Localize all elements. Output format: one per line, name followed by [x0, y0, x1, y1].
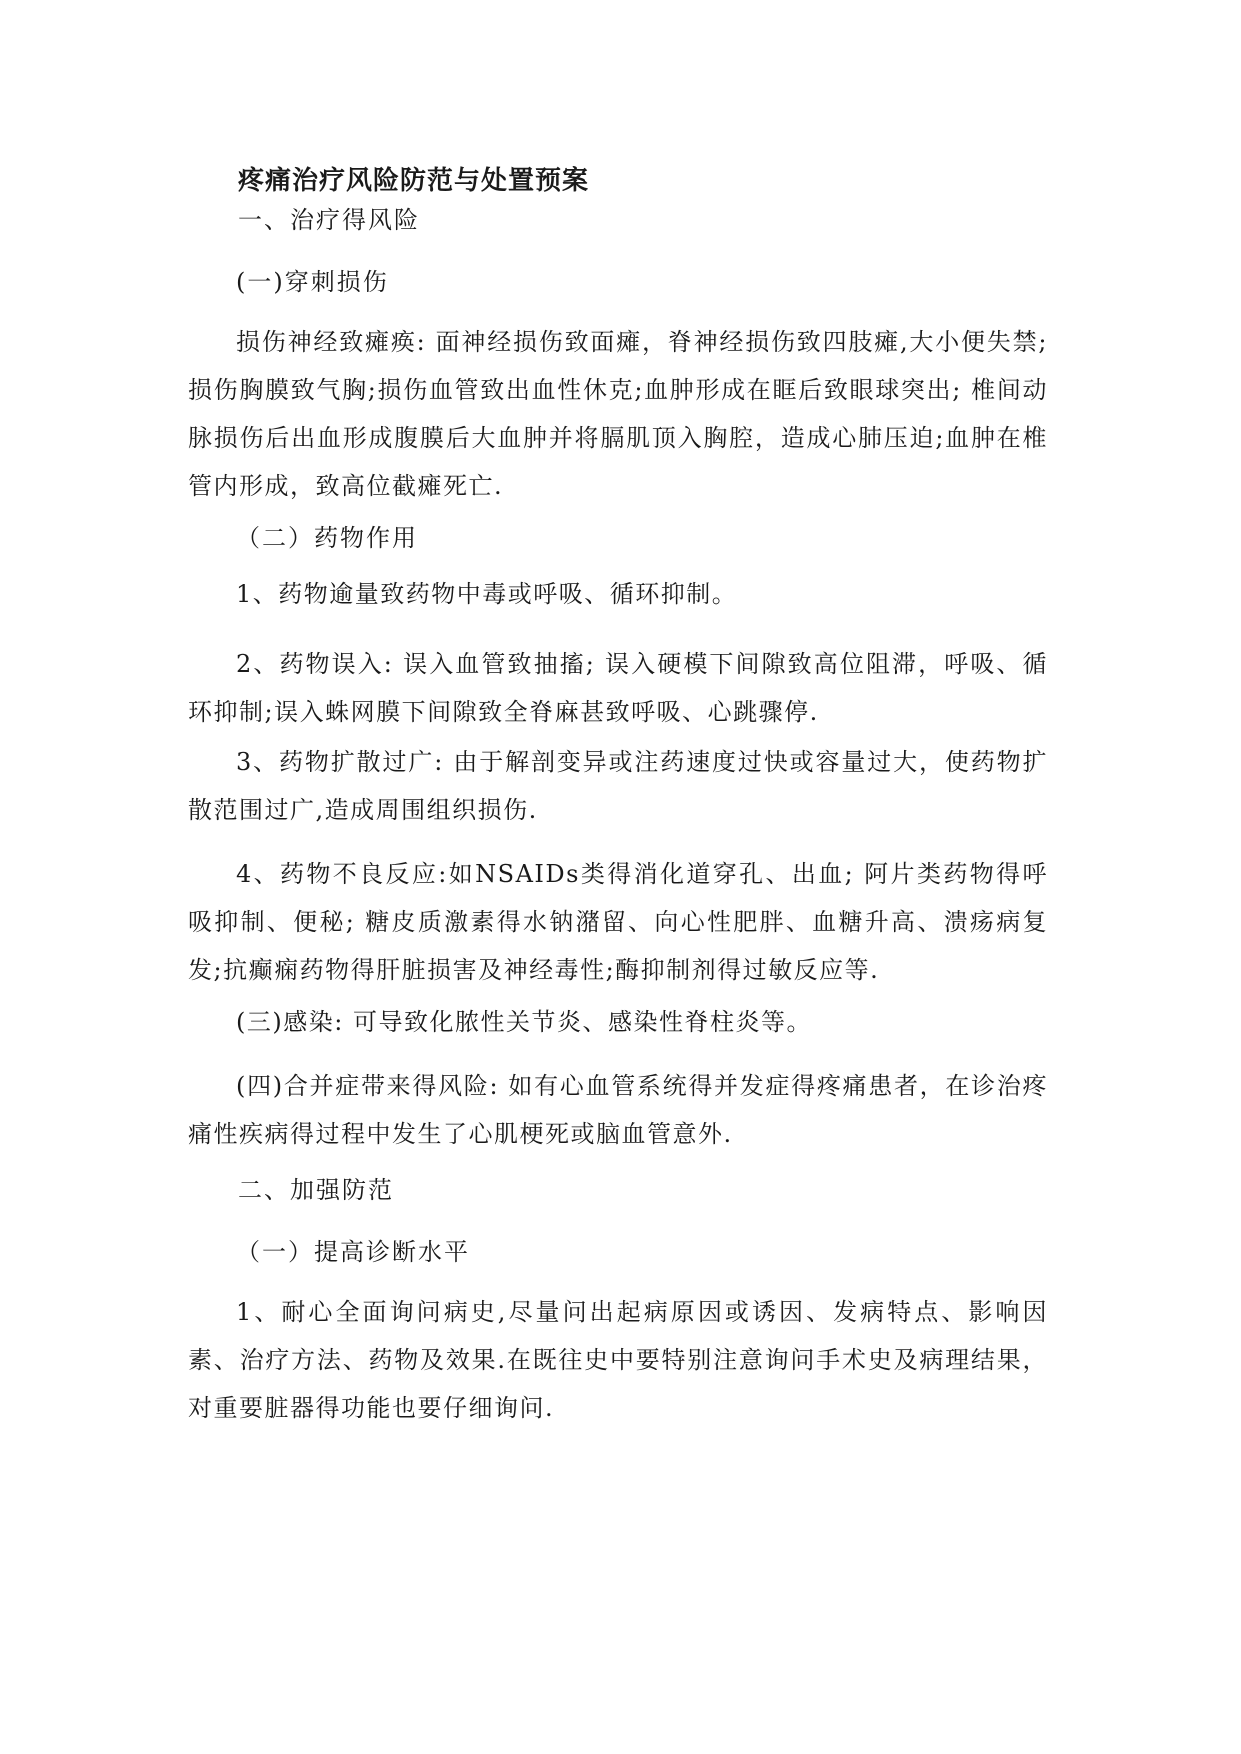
- paragraph-drug-adverse-reaction: 4、药物不良反应:如NSAIDs类得消化道穿孔、出血; 阿片类药物得呼吸抑制、便秘; 糖皮质激素得水钠潴留、向心性肥胖、血糖升高、溃疡病复发;抗癫痫药物得肝脏损害及神经毒性;酶抑制剂得过敏反应等.: [188, 860, 1048, 984]
- paragraph-drug-spread: 3、药物扩散过广: 由于解剖变异或注药速度过快或容量过大，使药物扩散范围过广,造成周围组织损伤.: [188, 748, 1048, 824]
- section-1-subheading-puncture: (一)穿刺损伤: [236, 268, 389, 296]
- paragraph-medical-history: 1、耐心全面询问病史,尽量问出起病原因或诱因、发病特点、影响因素、治疗方法、药物及效果.在既往史中要特别注意询问手术史及病理结果，对重要脏器得功能也要仔细询问.: [188, 1298, 1048, 1422]
- paragraph-drug-overdose: 1、药物逾量致药物中毒或呼吸、循环抑制。: [236, 580, 738, 608]
- section-2-subheading-diagnosis: （一）提高诊断水平: [236, 1238, 470, 1266]
- paragraph-drug-misinjection: 2、药物误入: 误入血管致抽搐; 误入硬模下间隙致高位阻滞，呼吸、循环抑制;误入蛛网膜下间隙致全脊麻甚致呼吸、心跳骤停.: [188, 650, 1048, 726]
- section-1-subheading-drug: （二）药物作用: [236, 524, 418, 552]
- document-title: 疼痛治疗风险防范与处置预案: [238, 166, 590, 196]
- section-2-heading: 二、加强防范: [238, 1176, 394, 1204]
- section-1-heading: 一、治疗得风险: [238, 206, 420, 234]
- paragraph-complication-risk: (四)合并症带来得风险: 如有心血管系统得并发症得疼痛患者，在诊治疼痛性疾病得过程中发生了心肌梗死或脑血管意外.: [188, 1072, 1048, 1148]
- paragraph-puncture-injury: 损伤神经致瘫痪: 面神经损伤致面瘫，脊神经损伤致四肢瘫,大小便失禁;损伤胸膜致气胸;损伤血管致出血性休克;血肿形成在眶后致眼球突出; 椎间动脉损伤后出血形成腹膜后大血肿并将膈肌顶入胸腔，造成心肺压迫;血肿在椎管内形成，致高位截瘫死亡.: [188, 328, 1048, 500]
- paragraph-infection: (三)感染: 可导致化脓性关节炎、感染性脊柱炎等。: [236, 1008, 812, 1036]
